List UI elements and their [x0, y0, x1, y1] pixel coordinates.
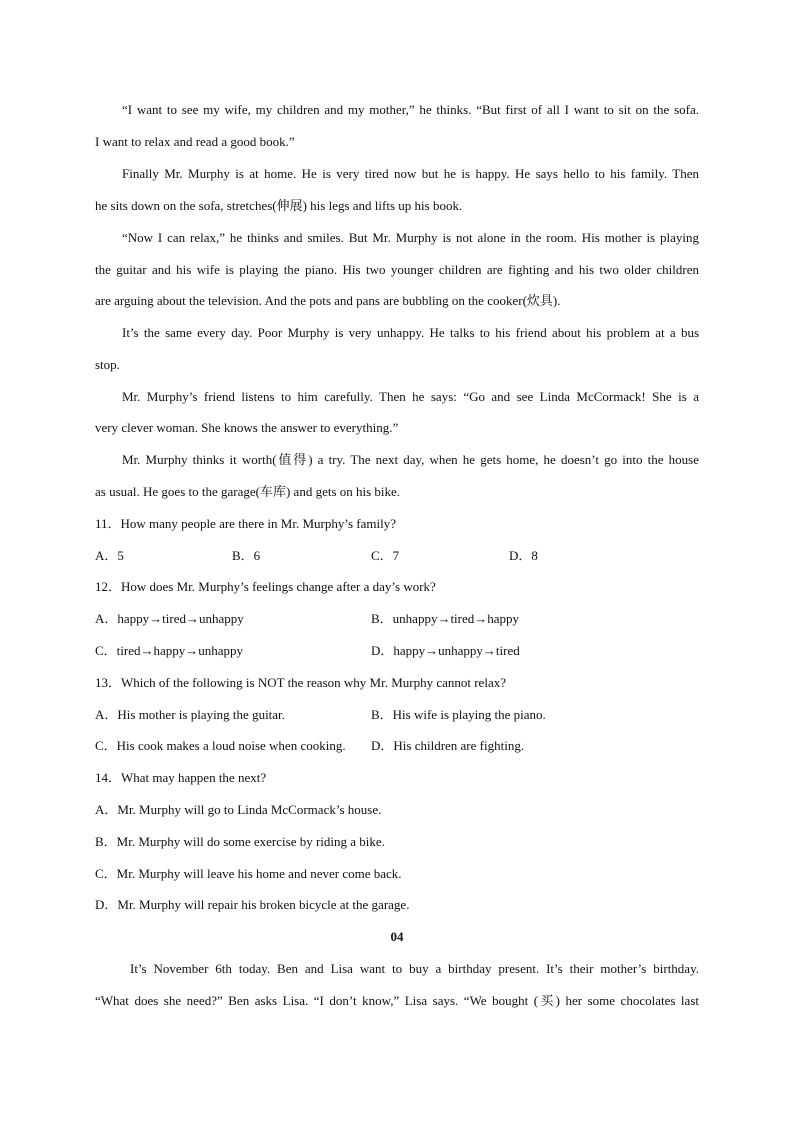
passage-p5-line1: Mr. Murphy’s friend listens to him carefully. Then he says: “Go and see Linda McCormack! She is a — [122, 389, 699, 404]
passage-p1-line1: “I want to see my wife, my children and my mother,” he thinks. “But first of all I want to sit on the sofa. — [122, 102, 699, 117]
question-12-option-d: D．happy→unhappy→tired — [371, 643, 520, 658]
question-13-option-a: A．His mother is playing the guitar. — [95, 707, 285, 722]
question-11-option-d: D．8 — [509, 548, 538, 563]
question-13-option-c: C．His cook makes a loud noise when cooking. — [95, 738, 346, 753]
passage-p3-line3: are arguing about the television. And the pots and pans are bubbling on the cooker(炊具). — [95, 293, 561, 308]
passage-p5-line2: very clever woman. She knows the answer to everything.” — [95, 420, 399, 435]
section-04-line1: It’s November 6th today. Ben and Lisa want to buy a birthday present. It’s their mother’s birthday. — [130, 961, 699, 976]
passage-p3-line1: “Now I can relax,” he thinks and smiles. But Mr. Murphy is not alone in the room. His mother is playing — [122, 230, 699, 245]
question-11-option-c: C．7 — [371, 548, 400, 563]
question-14-option-b: B．Mr. Murphy will do some exercise by riding a bike. — [95, 834, 385, 849]
passage-p6-line1: Mr. Murphy thinks it worth(值得) a try. The next day, when he gets home, he doesn’t go into the house — [122, 452, 699, 467]
question-14-option-c: C．Mr. Murphy will leave his home and never come back. — [95, 866, 402, 881]
question-13-option-b: B．His wife is playing the piano. — [371, 707, 546, 722]
section-number: 04 — [390, 929, 404, 944]
question-12-stem: 12．How does Mr. Murphy’s feelings change after a day’s work? — [95, 579, 436, 594]
passage-p2-line2: he sits down on the sofa, stretches(伸展) his legs and lifts up his book. — [95, 198, 463, 213]
passage-p3-line2: the guitar and his wife is playing the piano. His two younger children are fighting and his two older children — [95, 262, 699, 277]
question-11-stem: 11．How many people are there in Mr. Murphy’s family? — [95, 516, 396, 531]
passage-p4-line1: It’s the same every day. Poor Murphy is very unhappy. He talks to his friend about his problem at a bus — [122, 325, 699, 340]
question-13-option-d: D．His children are fighting. — [371, 738, 525, 753]
passage-p2-line1: Finally Mr. Murphy is at home. He is very tired now but he is happy. He says hello to his family. Then — [122, 166, 699, 181]
question-12-option-a: A．happy→tired→unhappy — [95, 611, 244, 626]
question-12-option-b: B．unhappy→tired→happy — [371, 611, 520, 626]
question-14-option-d: D．Mr. Murphy will repair his broken bicycle at the garage. — [95, 897, 410, 912]
passage-p4-line2: stop. — [95, 357, 120, 372]
question-14-stem: 14．What may happen the next? — [95, 770, 267, 785]
question-12-option-c: C．tired→happy→unhappy — [95, 643, 244, 658]
question-11-option-b: B．6 — [232, 548, 261, 563]
question-14-option-a: A．Mr. Murphy will go to Linda McCormack’s house. — [95, 802, 382, 817]
question-11-option-a: A．5 — [95, 548, 124, 563]
passage-p6-line2: as usual. He goes to the garage(车库) and gets on his bike. — [95, 484, 401, 499]
passage-p1-line2: I want to relax and read a good book.” — [95, 134, 295, 149]
question-13-stem: 13．Which of the following is NOT the reason why Mr. Murphy cannot relax? — [95, 675, 506, 690]
section-04-line2: “What does she need?” Ben asks Lisa. “I don’t know,” Lisa says. “We bought (买) her some chocolates last — [95, 993, 699, 1008]
